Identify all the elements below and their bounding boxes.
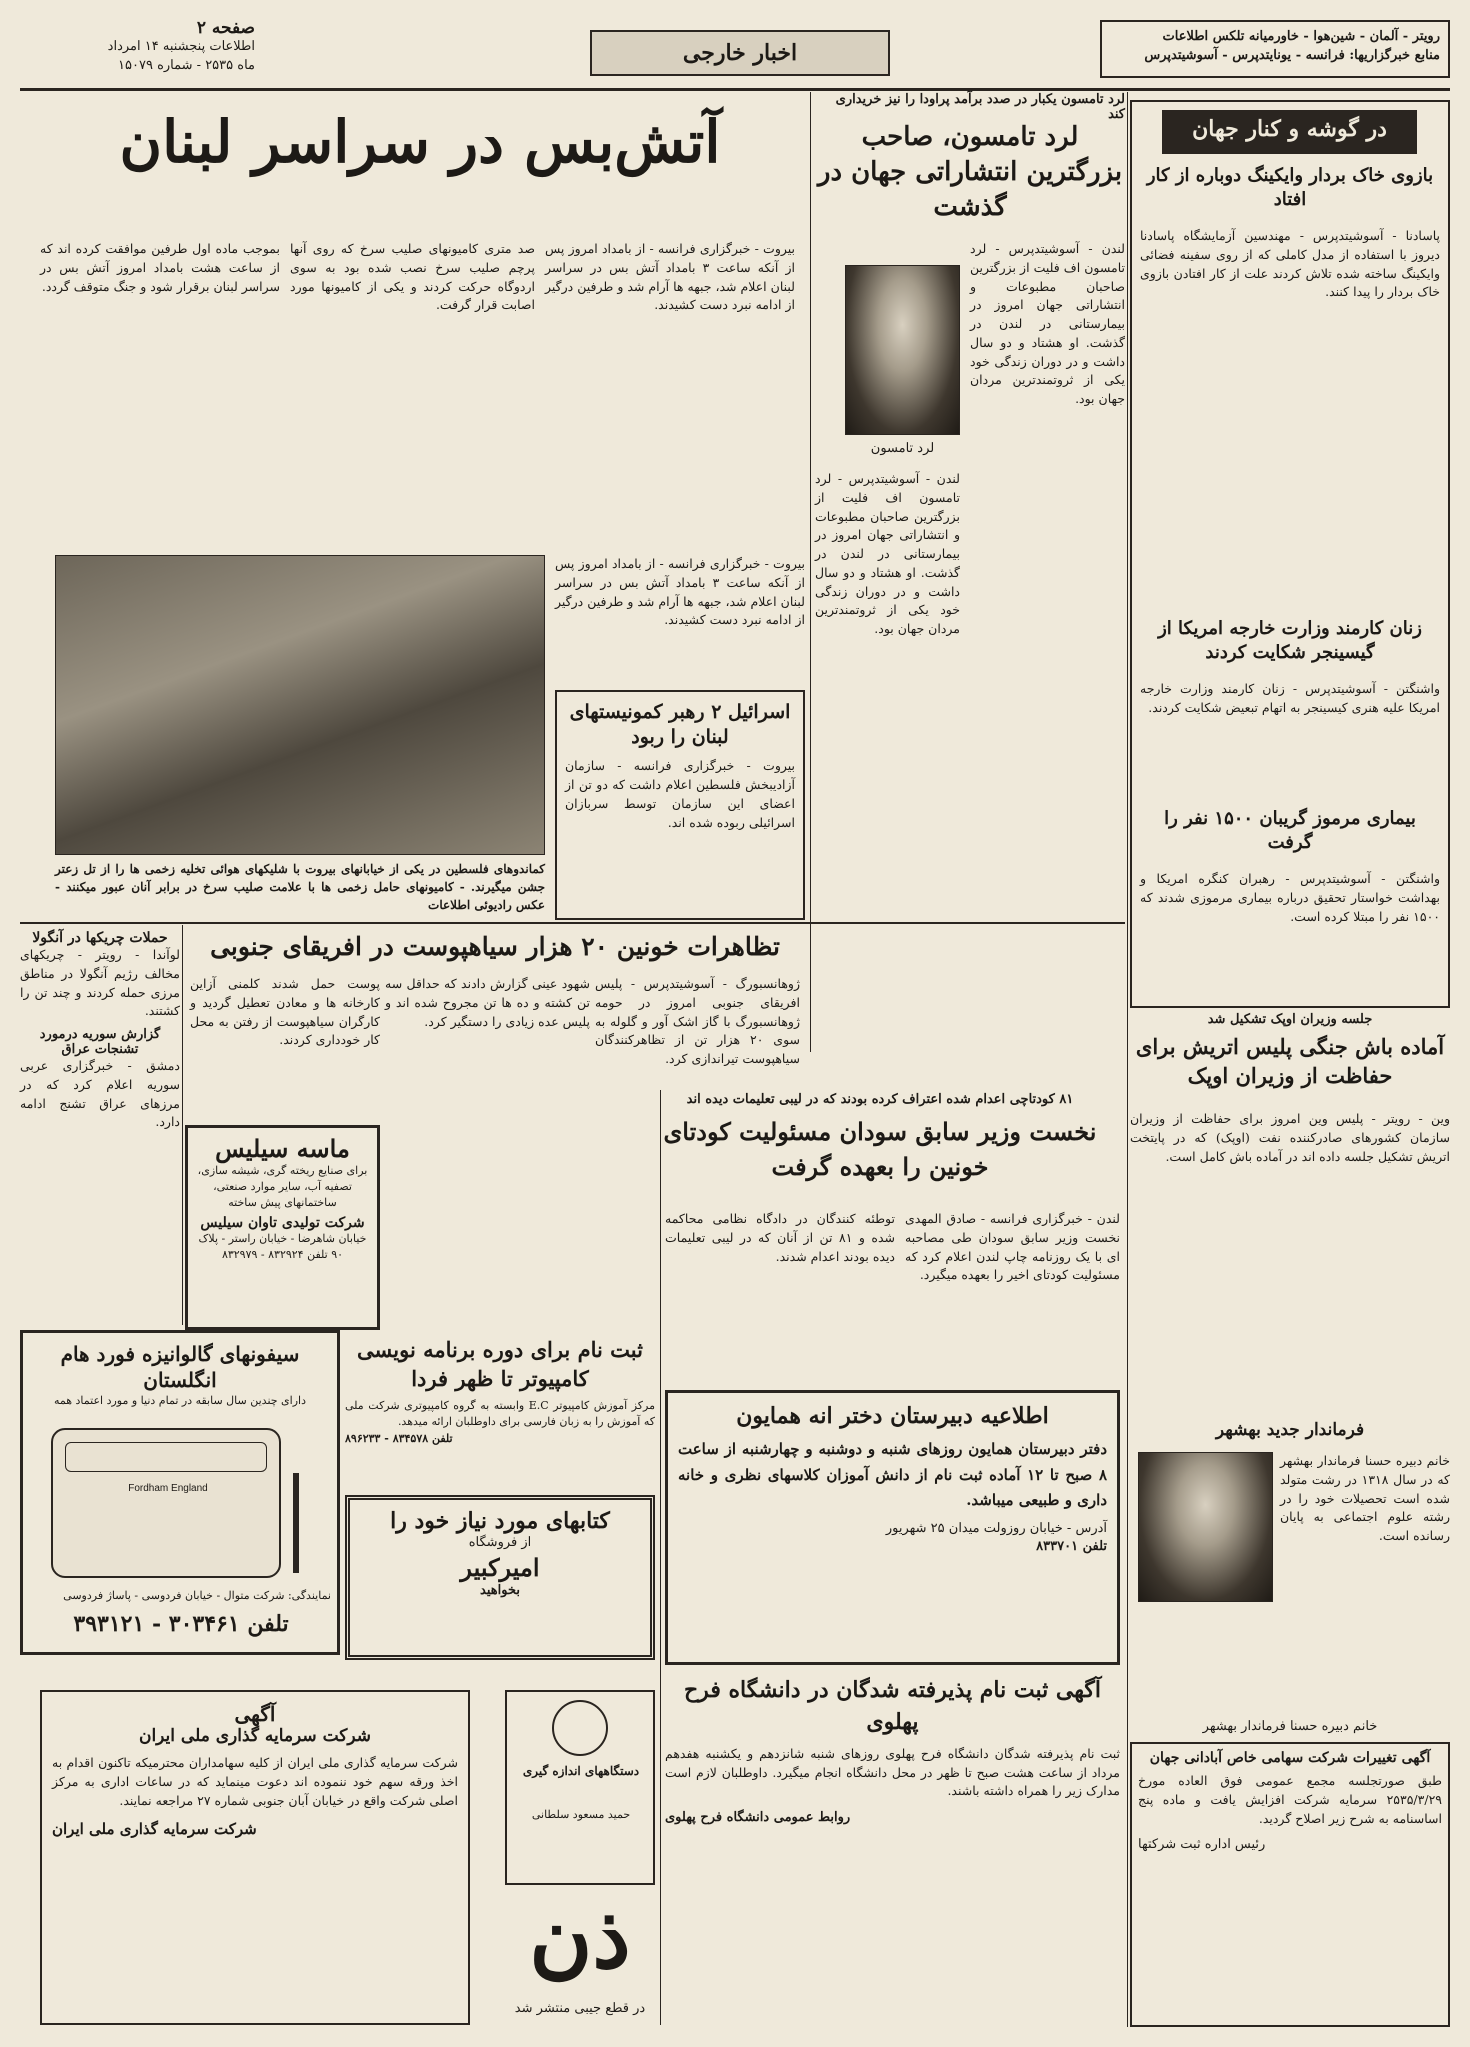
heater-brand: Fordham England xyxy=(128,1483,208,1494)
corner-title: در گوشه و کنار جهان xyxy=(1162,110,1417,154)
school-ad xyxy=(665,1390,1120,1665)
thomson-body-1: لندن - آسوشیتدپرس - لرد تامسون اف فلیت از بزرگترین صاحبان مطبوعات و انتشاراتی جهان امروز در بیمارستانی در لندن در گذشت. او هشتاد و دو سال داشت و در دوران زندگی خود یکی از ثروتمندترین مردان جهان بود. xyxy=(970,241,1125,406)
masse-title: ماسه سیلیس xyxy=(215,1134,350,1163)
scale-ad xyxy=(505,1690,655,1885)
page-number: صفحه ۲ xyxy=(196,18,255,38)
corner-box xyxy=(1130,100,1450,1008)
governor-caption: خانم دبیره حسنا فرماندار بهشهر xyxy=(1202,1719,1378,1734)
sources-line-1: رویتر - آلمان - شین‌هوا - خاورمیانه تلکس اطلاعات xyxy=(1162,29,1440,44)
date-line: اطلاعات پنجشنبه ۱۴ امرداد xyxy=(107,39,255,54)
computer-title: ثبت نام برای دوره برنامه نویسی کامپیوتر تا ظهر فردا xyxy=(357,1337,643,1392)
lebanon-cont: بیروت - خبرگزاری فرانسه - از بامداد امروز پس از آنکه ساعت ۳ بامداد آتش بس در سراسر لبنان اعلام شد، جبهه ها آرام شد و طرفین درگیر از ادامه نبرد دست کشیدند. xyxy=(555,556,805,628)
heater-agent: نمایندگی: شرکت متوال - خیابان فردوسی - پاساژ فردوسی xyxy=(63,1589,331,1602)
masse-body: برای صنایع ریخته گری، شیشه سازی، تصفیه آب، سایر موارد صنعتی، ساختمانهای پیش ساخته xyxy=(197,1164,368,1209)
jericho-sub-body: دمشق - خبرگزاری عربی سوریه اعلام کرد که در مرزهای عراق تشنج ادامه دارد. xyxy=(20,1058,180,1130)
lebanon-photo xyxy=(55,555,545,855)
capital-title: آگهی تغییرات شرکت سهامی خاص آبادانی جهان xyxy=(1149,1750,1431,1766)
lebanon-col-2: صد متری کامیونهای صلیب سرخ که روی آنها پرچم صلیب سرخ نصب شده بود به سوی اردوگاه حرکت کردند و یکی از کامیونها مورد اصابت قرار گرفت. xyxy=(290,241,535,313)
heater-phone: تلفن ۳۰۳۴۶۱ - ۳۹۳۱۲۱ xyxy=(73,1611,289,1637)
computer-phone: تلفن ۸۳۴۵۷۸ - ۸۹۶۲۳۳ xyxy=(345,1431,453,1445)
jericho-sub-headline: گزارش سوریه درمورد تشنجات عراق xyxy=(39,1027,161,1057)
notice-sign: شرکت سرمایه گذاری ملی ایران xyxy=(52,1820,257,1839)
capital-sign: رئیس اداره ثبت شرکتها xyxy=(1138,1837,1266,1853)
zan-word: ذن xyxy=(529,1887,631,1988)
books-store: امیرکبیر xyxy=(460,1552,540,1582)
masse-company: شرکت تولیدی تاوان سیلیس xyxy=(200,1214,365,1231)
books-sub: از فروشگاه xyxy=(468,1535,532,1550)
africa-headline: تظاهرات خونین ۲۰ هزار سیاهپوست در افریقای جنوبی xyxy=(210,932,780,961)
school-phone: تلفن ۸۳۳۷۰۱ xyxy=(1036,1539,1107,1555)
sources-line-2: منابع خبرگزاریها: فرانسه - یونایتدپرس - آسوشیتدپرس xyxy=(1144,47,1440,63)
capital-body: طبق صورتجلسه مجمع عمومی فوق العاده مورخ ۲۵۳۵/۳/۲۹ سرمایه شرکت افزایش یافت و ماده پنج اساسنامه به شرح زیر اصلاح گردید. xyxy=(1138,1773,1442,1826)
lebanon-caption: کماندوهای فلسطین در یکی از خیابانهای بیروت با شلیکهای هوائی تخلیه زخمی ها را از تل زعتر جشن میگیرند. - کامیونهای حامل زخمی ها با علامت صلیب سرخ در برابر آنان عبور میکنند - عکس رادیوئی اطلاعات xyxy=(55,862,545,912)
lebanon-col-3: بموجب ماده اول طرفین موافقت کرده اند که از ساعت هشت بامداد امروز آتش بس در سراسر لبنان برقرار شود و جنگ متوقف گردد. xyxy=(40,241,280,294)
israel-body: بیروت - خبرگزاری فرانسه - سازمان آزادیبخش فلسطین اعلام داشت که دو تن از اعضای این سازمان توسط سربازان اسرائیلی ربوده شده اند. xyxy=(565,758,795,830)
heater-image xyxy=(51,1428,281,1578)
computer-ad xyxy=(345,1335,655,1485)
books-end: بخواهید xyxy=(480,1582,520,1598)
jericho-headline: حملات چریکها در آنگولا xyxy=(32,930,168,946)
governor-headline: فرماندار جدید بهشهر xyxy=(1215,1420,1365,1440)
sudan-headline: نخست وزیر سابق سودان مسئولیت کودتای خونین را بعهده گرفت xyxy=(663,1117,1097,1181)
israel-headline: اسرائیل ۲ رهبر کمونیستهای لبنان را ربود xyxy=(569,701,791,748)
university-body: ثبت نام پذیرفته شدگان دانشگاه فرح پهلوی روزهای شنبه شانزدهم و یکشنبه هفدهم مرداد از ساعت هشت صبح تا ظهر در محل دانشگاه انجام میگیرد. داوطلبان لازم است مدارک زیر را همراه داشته باشند. xyxy=(665,1745,1120,1799)
school-body: دفتر دبیرستان همایون روزهای شنبه و دوشنبه و چهارشنبه از ساعت ۸ صبح تا ۱۲ آماده ثبت نام از دانش آموزان کلاسهای نظری و خانه داری و طبیعی میباشد. xyxy=(678,1440,1107,1509)
section-title: اخبار خارجی xyxy=(590,30,890,76)
africa-col-3: پوست حمل شدند کلمنی آزاین کارخانه ها و معادن تعطیل گردید و کارگران سیاهپوست از رفتن به محل کار خودداری کردند. xyxy=(190,976,380,1048)
israel-box xyxy=(555,690,805,920)
computer-body: مرکز آموزش کامپیوتر E.C وابسته به گروه کامپیوتری شرکت ملی که آموزش را به زبان فارسی برای داوطلبان ارائه میدهد. xyxy=(345,1398,655,1429)
governor-photo xyxy=(1138,1452,1273,1602)
lebanon-col-1: بیروت - خبرگزاری فرانسه - از بامداد امروز پس از آنکه ساعت ۳ بامداد آتش بس در سراسر لبنان اعلام شد، جبهه ها آرام شد و طرفین درگیر از ادامه نبرد دست کشیدند. xyxy=(545,241,795,313)
university-sign: روابط عمومی دانشگاه فرح پهلوی xyxy=(665,1810,851,1826)
scale-title: دستگاههای اندازه گیری xyxy=(522,1764,640,1778)
notice-ad xyxy=(40,1690,470,2025)
heater-ad-box xyxy=(20,1330,340,1655)
thomson-photo xyxy=(845,265,960,435)
thomson-kicker: لرد تامسون یکبار در صدد برآمد پراودا را نیز خریداری کند xyxy=(835,92,1125,122)
page-info xyxy=(20,18,255,88)
sudan-col-1: لندن - خبرگزاری فرانسه - صادق المهدی نخست وزیر سابق سودان طی مصاحبه ای با یک روزنامه چاپ لندن اعلام کرد که مسئولیت کودتای اخیر را بعهده میگیرد. xyxy=(905,1211,1120,1283)
books-ad xyxy=(345,1495,655,1660)
zan-sub: در قطع جیبی منتشر شد xyxy=(514,2001,646,2016)
opec-headline: آماده باش جنگی پلیس اتریش برای حفاظت از وزیران اوپک xyxy=(1135,1034,1445,1089)
thomson-caption: لرد تامسون xyxy=(870,441,935,456)
notice-title: آگهی xyxy=(234,1702,276,1726)
heater-title: سیفونهای گالوانیزه فورد هام انگلستان xyxy=(60,1342,300,1392)
university-ad xyxy=(665,1675,1120,2030)
school-title: اطلاعیه دبیرستان دختر انه همایون xyxy=(736,1403,1049,1429)
heater-sub: دارای چندین سال سابقه در تمام دنیا و مورد اعتماد همه xyxy=(53,1394,306,1407)
sudan-col-2: توطئه کنندگان در دادگاه نظامی محاکمه شده و ۸۱ تن از آنان که در لیبی تعلیمات دیده بودند اعدام شدند. xyxy=(665,1211,895,1264)
jericho-body: لوآندا - رویتر - چریکهای مخالف رژیم آنگولا در مناطق مرزی حمله کردند و چند تن را کشتند. xyxy=(20,947,180,1019)
sources-box xyxy=(1100,20,1450,78)
masse-ad xyxy=(185,1125,380,1330)
capital-box xyxy=(1130,1742,1450,2027)
corner-story1-headline: بازوی خاک بردار وایکینگ دوباره از کار افتاد xyxy=(1146,165,1434,211)
university-title: آگهی ثبت نام پذیرفته شدگان در دانشگاه فرح پهلوی xyxy=(683,1677,1101,1735)
issue-line: ماه ۲۵۳۵ - شماره ۱۵۰۷۹ xyxy=(118,57,255,73)
thomson-body-2: لندن - آسوشیتدپرس - لرد تامسون اف فلیت از بزرگترین صاحبان مطبوعات و انتشاراتی جهان امروز در بیمارستانی در لندن در گذشت. او هشتاد و دو سال داشت و در دوران زندگی خود یکی از ثروتمندترین مردان جهان بود. xyxy=(815,471,960,636)
heater-pipe xyxy=(293,1473,299,1573)
masse-phone: خیابان شاهرضا - خیابان راستر - پلاک ۹۰ تلفن ۸۳۲۹۲۴ - ۸۳۲۹۷۹ xyxy=(198,1231,367,1261)
scale-sub: حمید مسعود سلطانی xyxy=(531,1808,631,1821)
africa-col-2: شهود عینی گزارش دادند که حداقل سه تن کشته و ده ها تن مجروح شده اند و پلیس عده زیادی را دستگیر کرد. xyxy=(385,976,590,1029)
lebanon-headline: آتش‌بس در سراسر لبنان xyxy=(119,108,721,176)
governor-body: خانم دبیره حسنا فرماندار بهشهر که در سال ۱۳۱۸ در رشت متولد شده است تحصیلات خود را در رشته علوم اجتماعی به پایان رسانده است. xyxy=(1280,1453,1451,1543)
africa-col-1: ژوهانسبورگ - آسوشیتدپرس - پلیس افریقای جنوبی امروز در حومه ژوهانسبورگ با گاز اشک آور و گلوله به سوی ۲۰ هزار تن از تظاهرکنندگان سیاهپوست تیراندازی کرد. xyxy=(595,976,800,1066)
corner-story3-body: واشنگتن - آسوشیتدپرس - رهبران کنگره امریکا و بهداشت خواستار تحقیق درباره بیماری مرموزی شدند که ۱۵۰۰ نفر را مبتلا کرده است. xyxy=(1140,871,1440,924)
opec-kicker: جلسه وزیران اوپک تشکیل شد xyxy=(1207,1012,1373,1027)
corner-story2-body: واشنگتن - آسوشیتدپرس - زنان کارمند وزارت خارجه امریکا علیه هنری کیسینجر به اتهام تبعیض شکایت کردند. xyxy=(1140,681,1440,715)
corner-story1-body: پاسادنا - آسوشیتدپرس - مهندسین آزمایشگاه پاسادنا دیروز با استفاده از مدل کاملی که از روی سفینه فضائی وایکینگ ساخته شده تلاش کردند علت از کار افتادن بازوی خاک بردار را پیدا کنند. xyxy=(1140,228,1440,300)
notice-company: شرکت سرمایه گذاری ملی ایران xyxy=(138,1726,372,1746)
opec-body: وین - رویتر - پلیس وین امروز برای حفاظت از وزیران سازمان کشورهای صادرکننده نفت (اوپک) که در پایتخت اتریش تشکیل جلسه داده اند در آماده باش کامل است. xyxy=(1130,1111,1450,1164)
corner-story2-headline: زنان کارمند وزارت خارجه امریکا از گیسینجر شکایت کردند xyxy=(1158,618,1422,664)
sudan-kicker: ۸۱ کودتاچی اعدام شده اعتراف کرده بودند که در لیبی تعلیمات دیده اند xyxy=(686,1092,1074,1107)
notice-body: شرکت سرمایه گذاری ملی ایران از کلیه سهامداران محترمیکه تاکنون اقدام به اخذ ورقه سهم خود ننموده اند دعوت مینماید که در ساعات اداری به مرکز اصلی شرکت واقع در خیابان آبان جنوبی شماره ۲۷ مراجعه نمایند. xyxy=(52,1755,458,1808)
scale-icon xyxy=(552,1700,608,1756)
school-address: آدرس - خیابان روزولت میدان ۲۵ شهریور xyxy=(885,1520,1107,1536)
jericho-col xyxy=(20,930,180,1130)
books-title: کتابهای مورد نیاز خود را xyxy=(390,1508,610,1534)
thomson-headline: لرد تامسون، صاحب بزرگترین انتشاراتی جهان در گذشت xyxy=(817,122,1123,223)
corner-story3-headline: بیماری مرموز گریبان ۱۵۰۰ نفر را گرفت xyxy=(1164,808,1416,854)
